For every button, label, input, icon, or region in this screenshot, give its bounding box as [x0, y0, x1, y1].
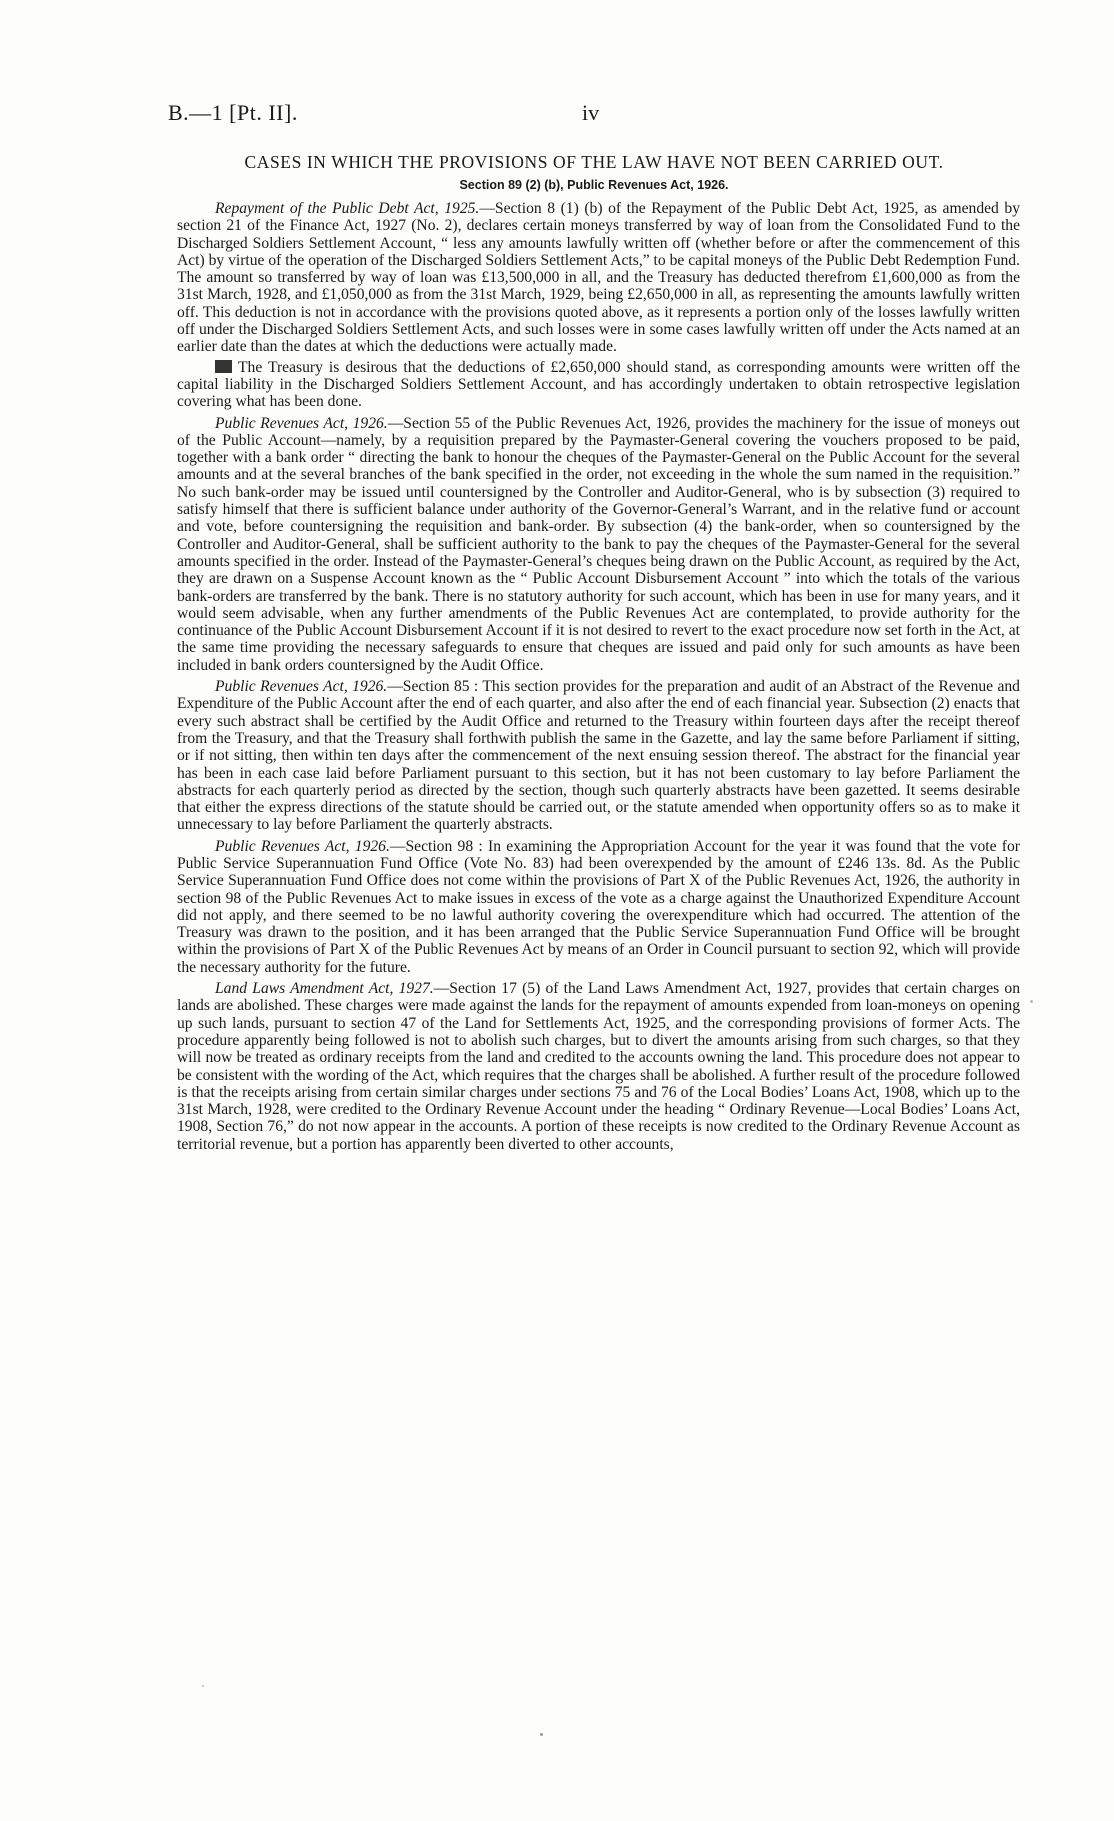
document-reference: B.—1 [Pt. II]. — [168, 100, 298, 125]
paragraph-public-revenues-s55 — [177, 415, 1020, 674]
paragraph-lead: Public Revenues Act, 1926. — [215, 678, 388, 696]
paragraph-public-revenues-s85 — [177, 678, 1020, 834]
paragraph-text: —Section 17 (5) of the Land Laws Amendment Act, 1927, provides that certain charges on lands are abolished. These charges were made against the lands for the repayment of amounts expended from loan-moneys on opening up such lands, pursuant to section 47 of the Land for Settlements Act, 1925, and the corresponding provisions of former Acts. The procedure apparently being followed is not to abolish such charges, but to divert the amounts arising from such charges, so that they will now be treated as ordinary receipts from the land and credited to the accounts owning the land. This procedure does not appear to be consistent with the wording of the Act, which requires that the charges shall be abolished. A further result of the procedure followed is that the receipts arising from certain similar charges under sections 75 and 76 of the Local Bodies’ Loans Act, 1908, which up to the 31st March, 1928, were credited to the Ordinary Revenue Account under the heading “ Ordinary Revenue—Local Bodies’ Loans Act, 1908, Section 76,” do not now appear in the accounts. A portion of these receipts is now credited to the Ordinary Revenue Account as territorial revenue, but a portion has apparently been diverted to other accounts, — [177, 980, 1020, 1153]
paragraph-text: —Section 85 : This section provides for the preparation and audit of an Abstract of the Revenue and Expenditure of the Public Account after the end of each quarter, and also after the end of each financial year. Subsection (2) enacts that every such abstract shall be certified by the Audit Office and returned to the Treasury within fourteen days after the receipt thereof from the Treasury, and that the Treasury shall forthwith publish the same in the Gazette, and lay the same before Parliament if sitting, or if not sitting, then within ten days after the commencement of the next ensuing session thereof. The abstract for the financial year has been in each case laid before Parliament pursuant to this section, but it has not been customary to lay before Parliament the abstracts for each quarterly period as directed by the section, though such quarterly abstracts have been gazetted. It seems desirable that either the express directions of the statute should be carried out, or the statute amended when opportunity offers so as to make it unnecessary to lay before Parliament the quarterly abstracts. — [177, 678, 1020, 834]
paragraph-land-laws-amendment — [177, 980, 1020, 1153]
section-title: CASES IN WHICH THE PROVISIONS OF THE LAW HAVE NOT BEEN CARRIED OUT. — [244, 152, 944, 172]
paragraph-public-revenues-s98 — [177, 838, 1020, 976]
paragraph-treasury-deductions — [177, 359, 1020, 411]
paragraph-lead: Repayment of the Public Debt Act, 1925. — [215, 200, 480, 217]
paragraph-lead: Public Revenues Act, 1926. — [215, 414, 388, 432]
paragraph-repayment-public-debt — [177, 200, 1020, 356]
document-body — [177, 200, 1020, 1157]
paragraph-lead: Land Laws Amendment Act, 1927. — [215, 980, 434, 998]
paper-speck — [540, 1733, 543, 1736]
printer-mark-icon — [215, 360, 232, 373]
paragraph-lead: Public Revenues Act, 1926. — [215, 837, 390, 855]
paragraph-text: —Section 98 : In examining the Appropriation Account for the year it was found that the vote for Public Service Superannuation Fund Office (Vote No. 83) had been overexpended by the amount of £246 13s. 8d. As the Public Service Superannuation Fund Office does not come within the provisions of Part X of the Public Revenues Act, 1926, the authority in section 98 of the Public Revenues Act to make issues in excess of the vote as a charge against the Unauthorized Expenditure Account did not apply, and there seemed to be no lawful authority covering the overexpenditure which had occurred. The attention of the Treasury was drawn to the position, and it has been arranged that the Public Service Superannuation Fund Office will be brought within the provisions of Part X of the Public Revenues Act by means of an Order in Council pursuant to section 92, which will provide the necessary authority for the future. — [177, 837, 1020, 976]
paragraph-text: —Section 55 of the Public Revenues Act, 1926, provides the machinery for the issue of moneys out of the Public Account—namely, by a requisition prepared by the Paymaster-General covering the vouchers proposed to be paid, together with a bank order “ directing the bank to honour the cheques of the Paymaster-General on the Public Account for the several amounts and at the several branches of the bank specified in the order, not exceeding in the whole the sum named in the requisition.” No such bank-order may be issued until countersigned by the Controller and Auditor-General, who is by subsection (3) required to satisfy himself that there is sufficient balance under authority of the Governor-General’s Warrant, and in the relative fund or account and vote, before countersigning the requisition and bank-order. By subsection (4) the bank-order, when so countersigned by the Controller and Auditor-General, shall be sufficient authority to the bank to pay the cheques of the Paymaster-General for the several amounts specified in the order. Instead of the Paymaster-General’s cheques being drawn on the Public Account, as required by the Act, they are drawn on a Suspense Account known as the “ Public Account Disbursement Account ” into which the totals of the various bank-orders are transferred by the bank. There is no statutory authority for such account, which has been in use for many years, and it would seem advisable, when any further amendments of the Public Revenues Act are contemplated, to provide authority for the continuance of the Public Account Disbursement Account if it is not desired to revert to the exact procedure now set forth in the Act, at the same time providing the necessary safeguards to ensure that cheques are issued and paid only for such amounts as have been included in bank orders countersigned by the Audit Office. — [177, 414, 1020, 674]
paper-speck — [1030, 1000, 1033, 1003]
page-number: iv — [582, 100, 600, 125]
section-subtitle: Section 89 (2) (b), Public Revenues Act, 1926. — [459, 178, 729, 192]
paper-speck — [202, 1685, 204, 1687]
page-header — [168, 100, 1028, 130]
paragraph-text: —Section 8 (1) (b) of the Repayment of the Public Debt Act, 1925, as amended by section 21 of the Finance Act, 1927 (No. 2), declares certain moneys transferred by way of loan from the Consolidated Fund to the Discharged Soldiers Settlement Account, “ less any amounts lawfully written off (whether before or after the commencement of this Act) by virtue of the operation of the Discharged Soldiers Settlement Acts,” to be capital moneys of the Public Debt Redemption Fund. The amount so transferred by way of loan was £13,500,000 in all, and the Treasury has deducted therefrom £1,600,000 as from the 31st March, 1928, and £1,050,000 as from the 31st March, 1929, being £2,650,000 in all, as representing the amounts lawfully written off. This deduction is not in accordance with the provisions quoted above, as it represents a portion only of the losses lawfully written off under the Discharged Soldiers Settlement Acts, and such losses were in some cases lawfully written off under the Acts named at an earlier date than the dates at which the deductions were actually made. — [177, 200, 1020, 356]
paragraph-text: The Treasury is desirous that the deductions of £2,650,000 should stand, as corresponding amounts were written off the capital liability in the Discharged Soldiers Settlement Account, and has accordingly undertaken to obtain retrospective legislation covering what has been done. — [177, 358, 1020, 411]
